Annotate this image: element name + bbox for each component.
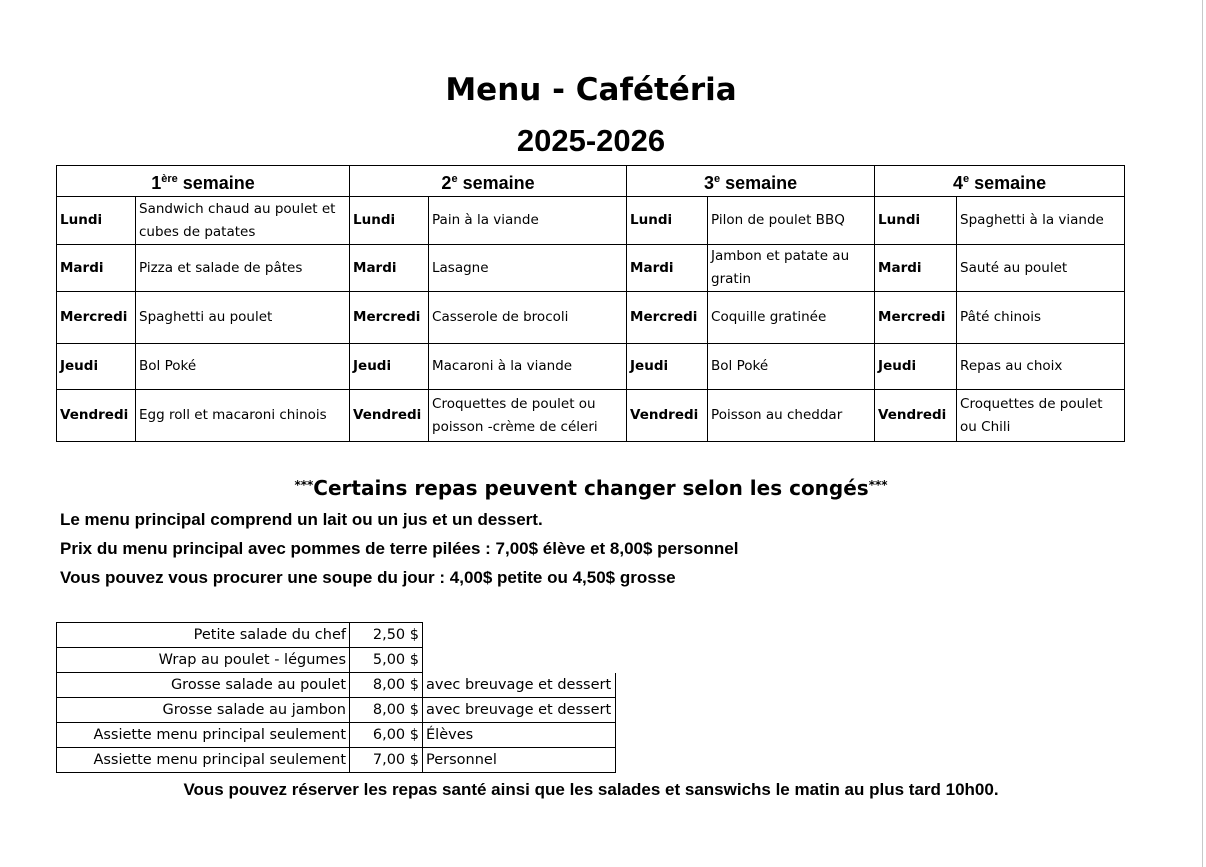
- day-row-lundi: [57, 197, 1125, 245]
- price-note: [423, 648, 616, 673]
- day-label: Mardi: [350, 245, 429, 292]
- day-label: Vendredi: [627, 390, 708, 442]
- info-line-3: Vous pouvez vous procurer une soupe du jour : 4,00$ petite ou 4,50$ grosse: [60, 568, 676, 587]
- holiday-notice: [0, 476, 1182, 500]
- price-item: Petite salade du chef: [57, 623, 350, 648]
- meal-cell: Spaghetti au poulet: [136, 292, 350, 344]
- day-label: Jeudi: [57, 344, 136, 390]
- week-header-row: [57, 166, 1125, 197]
- meal-cell: Egg roll et macaroni chinois: [136, 390, 350, 442]
- meal-cell: Pain à la viande: [429, 197, 627, 245]
- price-value: 2,50 $: [350, 623, 423, 648]
- meal-cell: Croquettes de poulet ou poisson -crème de céleri: [429, 390, 627, 442]
- meal-cell: Pizza et salade de pâtes: [136, 245, 350, 292]
- day-row-mardi: [57, 245, 1125, 292]
- day-label: Vendredi: [350, 390, 429, 442]
- price-value: 6,00 $: [350, 723, 423, 748]
- day-label: Vendredi: [875, 390, 957, 442]
- day-row-jeudi: [57, 344, 1125, 390]
- meal-cell: Lasagne: [429, 245, 627, 292]
- price-value: 7,00 $: [350, 748, 423, 773]
- price-note: [423, 623, 616, 648]
- meal-cell: Pâté chinois: [957, 292, 1125, 344]
- meal-cell: Coquille gratinée: [708, 292, 875, 344]
- day-row-vendredi: [57, 390, 1125, 442]
- info-line-2: Prix du menu principal avec pommes de terre pilées : 7,00$ élève et 8,00$ personnel: [60, 539, 739, 558]
- meal-cell: Jambon et patate au gratin: [708, 245, 875, 292]
- meal-cell: Poisson au cheddar: [708, 390, 875, 442]
- price-item: Wrap au poulet - légumes: [57, 648, 350, 673]
- meal-cell: Macaroni à la viande: [429, 344, 627, 390]
- price-note: avec breuvage et dessert: [423, 698, 616, 723]
- meal-cell: Sauté au poulet: [957, 245, 1125, 292]
- price-row: [57, 698, 616, 723]
- price-value: 8,00 $: [350, 698, 423, 723]
- school-year: 2025-2026: [516, 123, 666, 158]
- price-note: Personnel: [423, 748, 616, 773]
- meal-cell: Bol Poké: [708, 344, 875, 390]
- price-item: Grosse salade au poulet: [57, 673, 350, 698]
- week-1-header: 1ère semaine: [57, 166, 350, 197]
- price-row: [57, 673, 616, 698]
- price-value: 5,00 $: [350, 648, 423, 673]
- meal-cell: Sandwich chaud au poulet et cubes de patates: [136, 197, 350, 245]
- price-table: [56, 622, 616, 773]
- notice-stars-right: ***: [868, 478, 888, 492]
- price-item: Assiette menu principal seulement: [57, 723, 350, 748]
- day-label: Jeudi: [350, 344, 429, 390]
- weekly-menu-table: [56, 165, 1125, 442]
- day-label: Lundi: [627, 197, 708, 245]
- day-label: Mercredi: [350, 292, 429, 344]
- week-2-header: 2e semaine: [350, 166, 627, 197]
- meal-cell: Spaghetti à la viande: [957, 197, 1125, 245]
- day-label: Mercredi: [57, 292, 136, 344]
- price-item: Assiette menu principal seulement: [57, 748, 350, 773]
- info-line-1: Le menu principal comprend un lait ou un jus et un dessert.: [60, 510, 543, 529]
- page-title: Menu - Cafétéria: [445, 72, 737, 108]
- day-row-mercredi: [57, 292, 1125, 344]
- week-4-header: 4e semaine: [875, 166, 1125, 197]
- day-label: Mercredi: [627, 292, 708, 344]
- week-3-header: 3e semaine: [627, 166, 875, 197]
- day-label: Mardi: [627, 245, 708, 292]
- price-row: [57, 623, 616, 648]
- day-label: Mardi: [57, 245, 136, 292]
- day-label: Lundi: [875, 197, 957, 245]
- meal-cell: Croquettes de poulet ou Chili: [957, 390, 1125, 442]
- price-note: avec breuvage et dessert: [423, 673, 616, 698]
- price-row: [57, 648, 616, 673]
- day-label: Lundi: [350, 197, 429, 245]
- price-value: 8,00 $: [350, 673, 423, 698]
- notice-stars-left: ***: [294, 478, 314, 492]
- meal-cell: Repas au choix: [957, 344, 1125, 390]
- price-row: [57, 723, 616, 748]
- day-label: Lundi: [57, 197, 136, 245]
- meal-cell: Casserole de brocoli: [429, 292, 627, 344]
- day-label: Jeudi: [875, 344, 957, 390]
- price-row: [57, 748, 616, 773]
- meal-cell: Pilon de poulet BBQ: [708, 197, 875, 245]
- price-note: Élèves: [423, 723, 616, 748]
- day-label: Mercredi: [875, 292, 957, 344]
- day-label: Mardi: [875, 245, 957, 292]
- meal-cell: Bol Poké: [136, 344, 350, 390]
- day-label: Jeudi: [627, 344, 708, 390]
- reservation-note: Vous pouvez réserver les repas santé ainsi que les salades et sanswichs le matin au plus tard 10h00.: [183, 780, 999, 799]
- page-edge-line: [1202, 0, 1203, 867]
- day-label: Vendredi: [57, 390, 136, 442]
- notice-text: Certains repas peuvent changer selon les congés: [313, 476, 869, 500]
- price-item: Grosse salade au jambon: [57, 698, 350, 723]
